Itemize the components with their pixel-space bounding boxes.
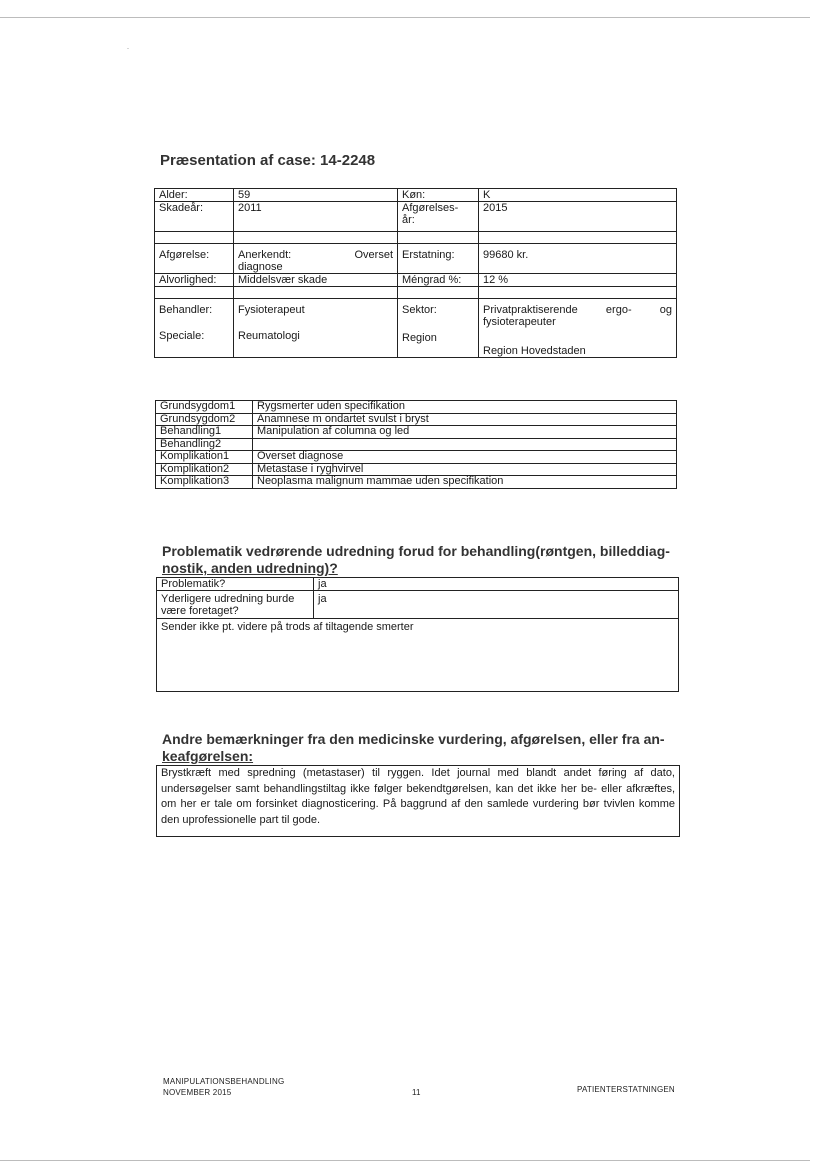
diagnosis-value: Manipulation af columna og led (253, 426, 677, 439)
alder-value: 59 (234, 189, 398, 202)
kon-label: Køn: (398, 189, 479, 202)
erstatning-label: Erstatning: (398, 244, 479, 274)
remarks-heading (162, 731, 672, 765)
diagnosis-value (253, 438, 677, 451)
behandler-speciale-labels (155, 299, 234, 358)
afgaar-label-line2: år: (402, 214, 415, 226)
sektor-part-a: Privatpraktiserende (483, 304, 578, 316)
blank-cell (398, 232, 479, 244)
alvorlighed-value: Middelsvær skade (234, 274, 398, 287)
sektor-label: Sektor: (402, 304, 437, 316)
blank-cell (234, 287, 398, 299)
problem-question (157, 591, 314, 619)
afgorelse-part-b: Overset (354, 249, 393, 261)
behandler-speciale-values (234, 299, 398, 358)
diagnosis-key: Behandling2 (156, 438, 253, 451)
skadeaar-value: 2011 (234, 202, 398, 232)
speciale-label: Speciale: (159, 330, 205, 342)
blank-cell (234, 232, 398, 244)
bottom-rule (0, 1160, 810, 1161)
sektor-region-labels (398, 299, 479, 358)
sektor-part-b: ergo- (605, 304, 632, 316)
problem-question-line1: Yderligere udredning burde (161, 593, 295, 605)
afgorelse-part-c: diagnose (238, 261, 283, 273)
problem-question: Problematik? (157, 578, 314, 591)
mengrad-label: Méngrad %: (398, 274, 479, 287)
diagnosis-key: Komplikation2 (156, 463, 253, 476)
problem-question-line2: være foretaget? (161, 605, 239, 617)
problem-table (156, 577, 679, 692)
alvorlighed-label: Alvorlighed: (155, 274, 234, 287)
speciale-value: Reumatologi (238, 330, 300, 342)
diagnosis-table (155, 400, 677, 489)
skadeaar-label: Skadeår: (155, 202, 234, 232)
remarks-heading-line1: Andre bemærkninger fra den medicinske vurdering, afgørelsen, eller fra an- (162, 731, 665, 747)
remarks-heading-line2: keafgørelsen: (162, 748, 254, 764)
diagnosis-value: Anamnese m ondartet svulst i bryst (253, 413, 677, 426)
problem-answer: ja (314, 591, 679, 619)
diagnosis-value: Metastase i ryghvirvel (253, 463, 677, 476)
kon-value: K (479, 189, 677, 202)
afgorelse-label: Afgørelse: (155, 244, 234, 274)
blank-cell (479, 232, 677, 244)
diagnosis-value: Rygsmerter uden specifikation (253, 401, 677, 414)
sektor-region-values (479, 299, 677, 358)
diagnosis-value: Overset diagnose (253, 451, 677, 464)
page-number: 11 (412, 1088, 421, 1097)
page-title: Præsentation af case: 14-2248 (160, 152, 376, 169)
footer-title: MANIPULATIONSBEHANDLING (163, 1077, 285, 1086)
blank-cell (155, 232, 234, 244)
scan-speck (127, 48, 129, 49)
footer-date: NOVEMBER 2015 (163, 1088, 232, 1097)
diagnosis-key: Komplikation3 (156, 476, 253, 489)
afgaar-label (398, 202, 479, 232)
remarks-text: Brystkræft med spredning (metastaser) til ryggen. Idet journal med blandt andet føring af dato, undersøgelser samt behandlingstiltag ikke følger bekendtgørelsen, kan det ikke her be- eller afkræftes, om her er tale om forsinket diagnosticering. På baggrund af den samlede vurdering bør tvivlen komme den uprofessionelle part til gode. (156, 765, 680, 837)
problem-heading-line2: nostik, anden udredning)? (162, 560, 338, 576)
behandler-value: Fysioterapeut (238, 304, 305, 316)
diagnosis-key: Komplikation1 (156, 451, 253, 464)
afgaar-value: 2015 (479, 202, 677, 232)
problem-comment: Sender ikke pt. videre på trods af tiltagende smerter (157, 619, 679, 692)
afgorelse-part-a: Anerkendt: (238, 249, 292, 261)
sektor-part-c: og (659, 304, 672, 316)
case-details-table (154, 188, 677, 358)
blank-cell (479, 287, 677, 299)
diagnosis-key: Behandling1 (156, 426, 253, 439)
afgorelse-value (234, 244, 398, 274)
footer-organization: PATIENTERSTATNINGEN (577, 1085, 675, 1094)
problem-heading-line1: Problematik vedrørende udredning forud for behandling(røntgen, billeddiag- (162, 543, 670, 559)
mengrad-value: 12 % (479, 274, 677, 287)
problem-answer: ja (314, 578, 679, 591)
afgaar-label-line1: Afgørelses- (402, 202, 459, 214)
diagnosis-key: Grundsygdom1 (156, 401, 253, 414)
region-value: Region Hovedstaden (483, 345, 586, 357)
sektor-part-d: fysioterapeuter (483, 316, 556, 328)
behandler-label: Behandler: (159, 304, 213, 316)
blank-cell (155, 287, 234, 299)
erstatning-value: 99680 kr. (479, 244, 677, 274)
region-label: Region (402, 332, 437, 344)
alder-label: Alder: (155, 189, 234, 202)
top-rule (0, 17, 810, 18)
problem-heading (162, 543, 672, 577)
diagnosis-key: Grundsygdom2 (156, 413, 253, 426)
blank-cell (398, 287, 479, 299)
diagnosis-value: Neoplasma malignum mammae uden specifikation (253, 476, 677, 489)
